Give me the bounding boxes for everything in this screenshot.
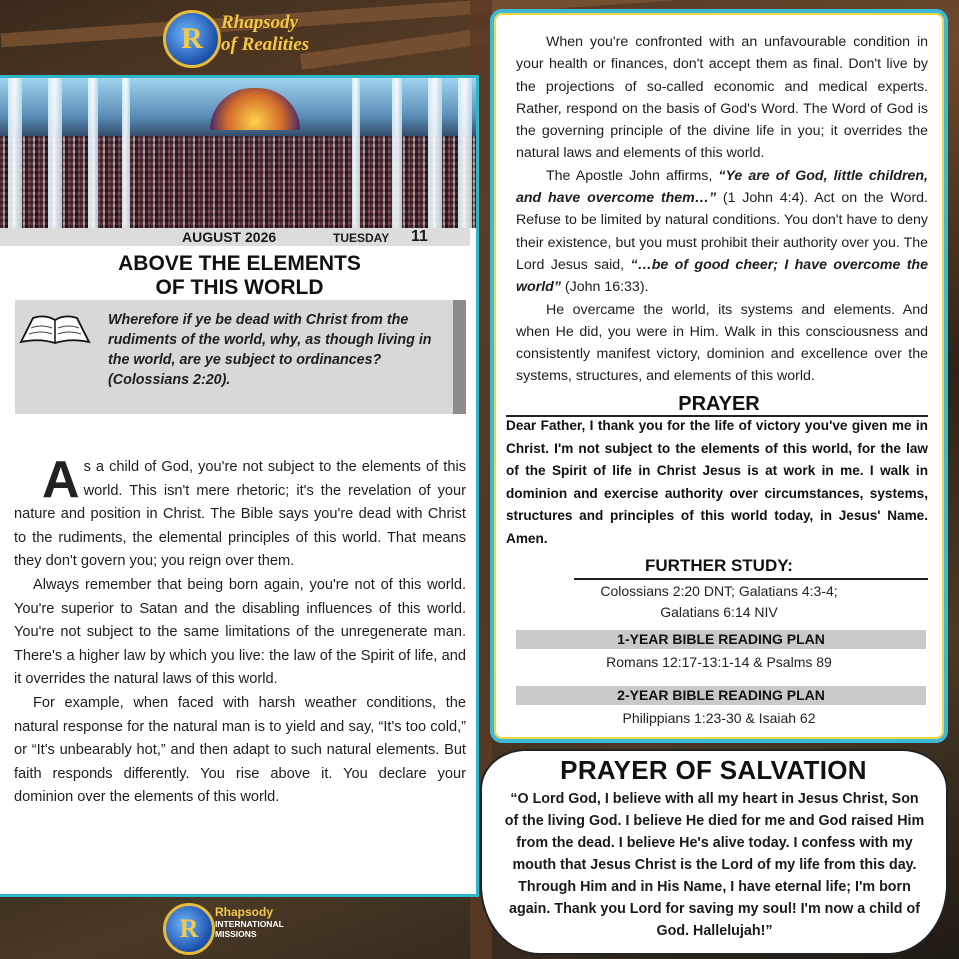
church-auditorium-photo (0, 78, 476, 228)
paragraph: Always remember that being born again, you're not of this world. You're superior to Satan and the disabling influences of this world. You're not subject to the same limitations of the unregenerate man. There's a higher law by which you live: the law of the Spirit of life, and it overrides the natural laws of this world. (14, 576, 466, 688)
scripture-quote: “Ye are of God, little children, and have overcome them…” (516, 167, 928, 207)
date-number: 11 (411, 228, 428, 245)
salvation-prayer-text: “O Lord God, I believe with all my heart in Jesus Christ, Son of the living God. I believe He died for me and God raised Him from the dead. I believe He's alive today. I confess with my mouth that Jesus Christ is the Lord of my life from this day. Through Him and in His Name, I have eternal life; I'm born again. Thank you Lord for saving my soul! I'm now a child of God. Hallelujah!” (504, 791, 925, 939)
prayer-text: Dear Father, I thank you for the life of victory you've given me in Christ. I'm not subject to the elements of this world, for the law of the Spirit of life in Christ Jesus is at work in me. I walk in dominion and exercise authority over circumstances, systems, structures and principles of this world today, in Jesus' Name. Amen. (506, 418, 928, 546)
date-bar (0, 228, 470, 246)
devotional-title: ABOVE THE ELEMENTS OF THIS WORLD (118, 252, 361, 299)
rhapsody-logo-icon: R (163, 10, 221, 68)
missions-brand-name: Rhapsody INTERNATIONAL MISSIONS (215, 905, 284, 939)
brand-logo-bottom (163, 903, 313, 955)
stage (210, 88, 300, 130)
open-book-icon (19, 312, 91, 346)
brand-name: Rhapsody of Realities (221, 12, 310, 55)
date-weekday: TUESDAY (333, 231, 390, 245)
paragraph: As a child of God, you're not subject to the elements of this world. This isn't mere rhetoric; it's the revelation of your nature and position in Christ. The Bible says you're dead with Christ to the rudiments, the elemental principles of this world. That means they don't govern you; you reign over them. (14, 451, 466, 570)
salvation-heading: PRAYER OF SALVATION (560, 755, 867, 785)
one-year-plan-text: Romans 12:17-13:1-14 & Psalms 89 (606, 654, 832, 670)
drop-cap: A (42, 451, 80, 509)
prayer-of-salvation-bubble (480, 749, 948, 955)
paragraph: When you're confronted with an unfavourable condition in your health or finances, don't accept them as final. Don't live by the projections of so-called economic and medical experts. Rather, respond on the basis of God's Word. The Word of God is the governing principle of the divine life in you; it overrides the natural laws and elements of this world. (516, 34, 928, 162)
prayer-heading: PRAYER (678, 393, 760, 415)
paragraph: The Apostle John affirms, “Ye are of God, little children, and have overcome them…” (1 John 4:4). Act on the Word. Refuse to be limited by natural conditions. You don't have to deny their existence, but you must prohibit their authority over you. The Lord Jesus said, “…be of good cheer; I have overcome the world” (John 16:33). (516, 167, 929, 296)
date-month: AUGUST 2026 (182, 229, 277, 245)
scripture-quote: “…be of good cheer; I have overcome the world” (516, 256, 928, 296)
further-study-heading: FURTHER STUDY: (645, 556, 793, 575)
devotional-right-page (490, 9, 948, 743)
scripture-text: Wherefore if ye be dead with Christ from the rudiments of the world, why, as though living in the world, are ye subject to ordinances? (Colossians 2:20). (108, 312, 432, 388)
brand-logo-top (163, 6, 333, 66)
devotional-left-page (0, 75, 479, 897)
rhapsody-missions-logo-icon: R (163, 903, 215, 955)
further-study-references: Colossians 2:20 DNT; Galatians 4:3-4; Galatians 6:14 NIV (600, 583, 838, 620)
devotional-body (14, 451, 466, 810)
two-year-plan-heading: 2-YEAR BIBLE READING PLAN (516, 686, 926, 705)
one-year-plan-heading: 1-YEAR BIBLE READING PLAN (516, 630, 926, 649)
two-year-plan-text: Philippians 1:23-30 & Isaiah 62 (622, 710, 816, 726)
paragraph: For example, when faced with harsh weather conditions, the natural response for the natural man is to yield and say, “It's too cold,” or “It's unbearably hot,” and then adapt to such natural elements. But faith responds differently. You rise above it. You declare your dominion over the elements of this world. (14, 694, 466, 806)
scripture-box (15, 300, 466, 414)
devotional-body-continued (516, 31, 928, 388)
divider (574, 578, 928, 580)
paragraph: He overcame the world, its systems and elements. And when He did, you were in Him. Walk in this consciousness and consistently manifest victory, dominion and excellence over the systems, structures, and elements of this world. (516, 301, 928, 385)
